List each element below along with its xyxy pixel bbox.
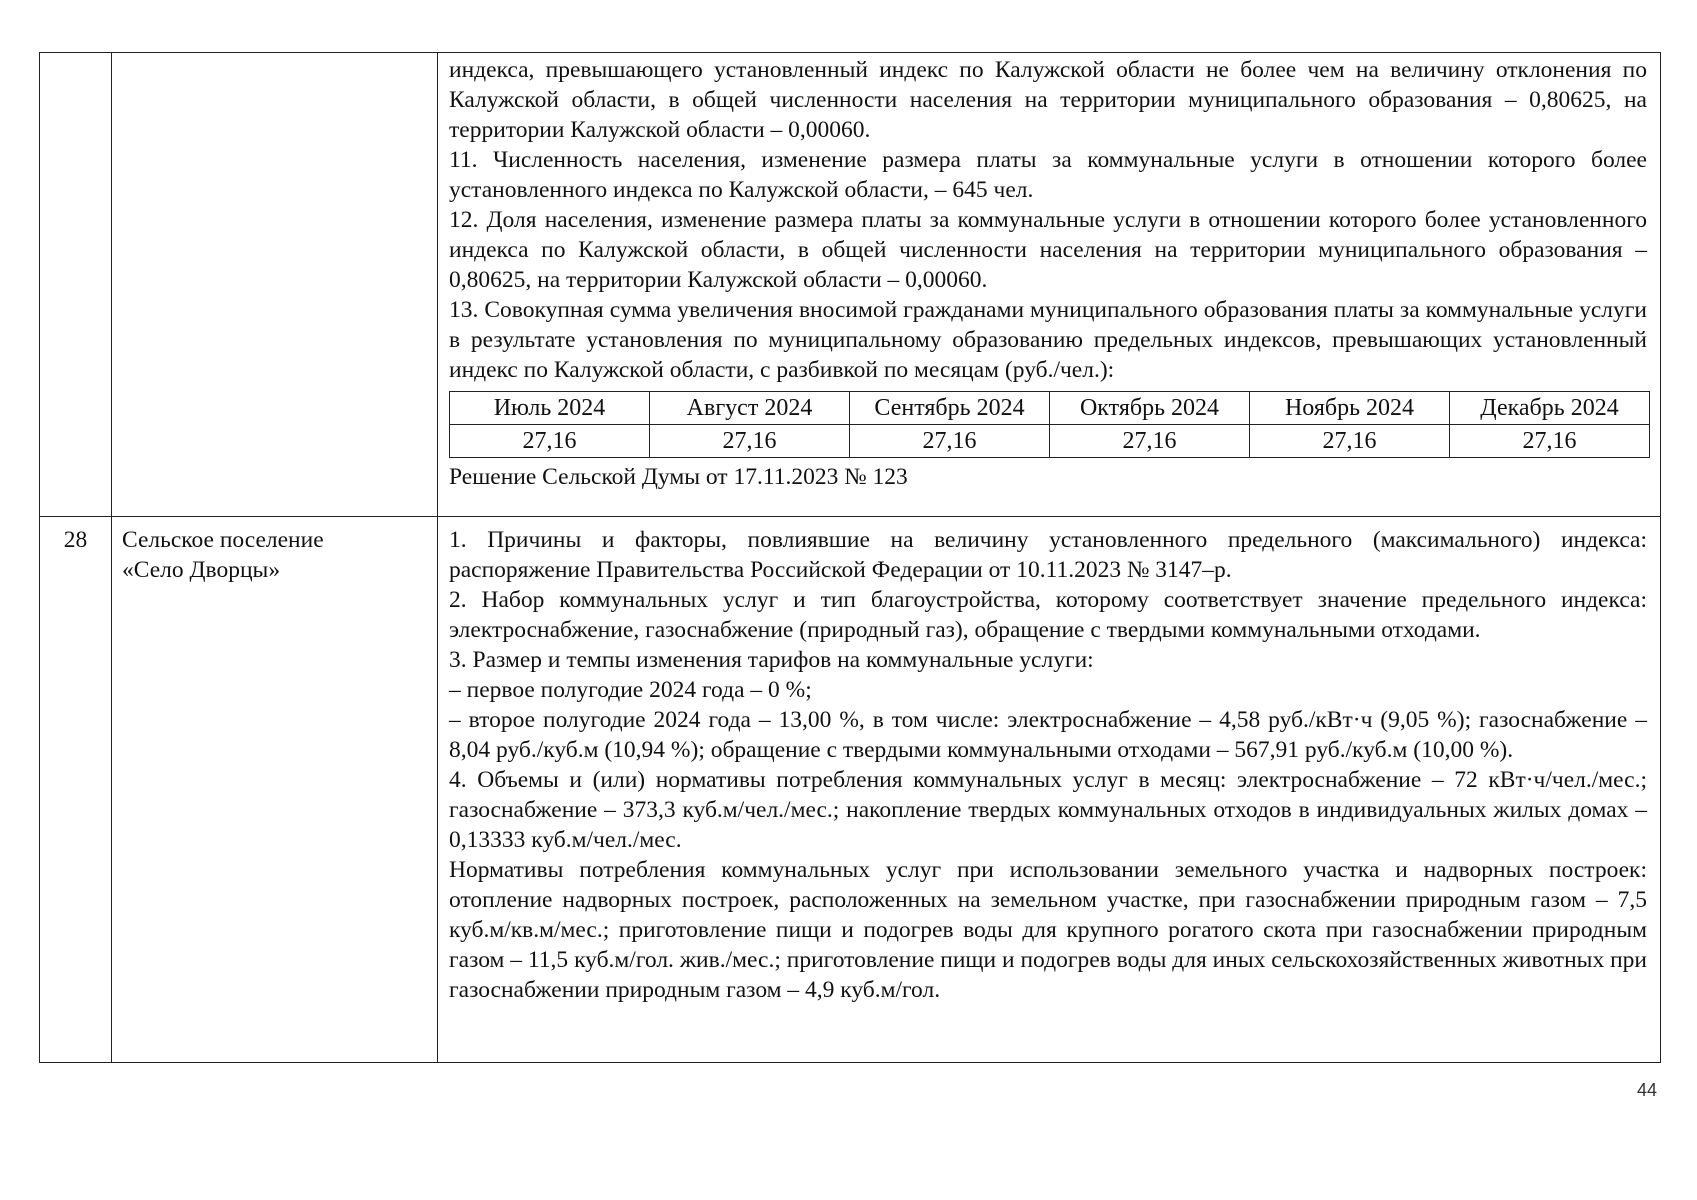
month-header: Декабрь 2024 bbox=[1450, 392, 1650, 425]
month-header: Июль 2024 bbox=[450, 392, 650, 425]
paragraph: Нормативы потребления коммунальных услуг при использовании земельного участка и надворных построек: отопление надворных построек, расположенных на земельном участке, при газоснабжении природным газом – 7,5 куб.м/кв.м/мес.; приготовление пищи и подогрев воды для крупного рогатого скота при газоснабжении природным газом – 11,5 куб.м/гол. жив./мес.; приготовление пищи и подогрев воды для иных сельскохозяйственных животных при газоснабжении природным газом – 4,9 куб.м/гол. bbox=[449, 857, 1647, 1003]
municipality-name bbox=[122, 525, 427, 585]
paragraph: 3. Размер и темпы изменения тарифов на коммунальные услуги: bbox=[449, 647, 1094, 673]
paragraph: индекса, превышающего установленный индекс по Калужской области не более чем на величину отклонения по Калужской области, в общей численности населения на территории муниципального образования – 0,80625, на территории Калужской области – 0,00060. bbox=[449, 57, 1647, 143]
month-value: 27,16 bbox=[650, 425, 850, 458]
month-header: Ноябрь 2024 bbox=[1250, 392, 1450, 425]
paragraph: – второе полугодие 2024 года – 13,00 %, в том числе: электроснабжение – 4,58 руб./кВт·ч (9,05 %); газоснабжение – 8,04 руб./куб.м (10,94 %); обращение с твердыми коммунальными отходами – 567,91 руб./куб.м (10,00 %). bbox=[449, 707, 1647, 763]
paragraph: 11. Численность населения, изменение размера платы за коммунальные услуги в отношении которого более установленного индекса по Калужской области, – 645 чел. bbox=[449, 147, 1647, 203]
column-divider bbox=[111, 53, 112, 1062]
paragraph: 4. Объемы и (или) нормативы потребления коммунальных услуг в месяц: электроснабжение – 72 кВт·ч/чел./мес.; газоснабжение – 373,3 куб.м/чел./мес.; накопление твердых коммунальных отходов в индивидуальных жилых домах – 0,13333 куб.м/чел./мес. bbox=[449, 767, 1647, 853]
municipality-name-line: Сельское поселение bbox=[122, 527, 324, 553]
decision-reference: Решение Сельской Думы от 17.11.2023 № 123 bbox=[449, 464, 908, 490]
row-number: 28 bbox=[63, 527, 88, 553]
months-value-row bbox=[450, 425, 1650, 458]
column-divider bbox=[437, 53, 438, 1062]
months-table bbox=[449, 391, 1650, 458]
month-value: 27,16 bbox=[450, 425, 650, 458]
paragraph: 13. Совокупная сумма увеличения вносимой гражданами муниципального образования платы за коммунальные услуги в результате установления по муниципальному образованию предельных индексов, превышающих установленный индекс по Калужской области, с разбивкой по месяцам (руб./чел.): bbox=[449, 297, 1647, 383]
paragraph: 1. Причины и факторы, повлиявшие на величину установленного предельного (максимального) индекса: распоряжение Правительства Российской Федерации от 10.11.2023 № 3147–р. bbox=[449, 527, 1647, 583]
municipality-name-line: «Село Дворцы» bbox=[122, 557, 281, 583]
row-content bbox=[449, 525, 1647, 1005]
month-value: 27,16 bbox=[850, 425, 1050, 458]
page-number: 44 bbox=[1636, 1080, 1657, 1100]
month-header: Октябрь 2024 bbox=[1050, 392, 1250, 425]
month-header: Август 2024 bbox=[650, 392, 850, 425]
month-value: 27,16 bbox=[1450, 425, 1650, 458]
paragraph: – первое полугодие 2024 года – 0 %; bbox=[449, 677, 812, 703]
months-header-row bbox=[450, 392, 1650, 425]
month-value: 27,16 bbox=[1250, 425, 1450, 458]
month-value: 27,16 bbox=[1050, 425, 1250, 458]
paragraph: 2. Набор коммунальных услуг и тип благоустройства, которому соответствует значение предельного индекса: электроснабжение, газоснабжение (природный газ), обращение с твердыми коммунальными отходами. bbox=[449, 587, 1647, 643]
row-continuation-content bbox=[449, 55, 1647, 492]
paragraph: 12. Доля населения, изменение размера платы за коммунальные услуги в отношении которого более установленного индекса по Калужской области, в общей численности населения на территории муниципального образования – 0,80625, на территории Калужской области – 0,00060. bbox=[449, 207, 1647, 293]
document-table bbox=[39, 52, 1661, 1063]
row-divider bbox=[40, 516, 1660, 517]
month-header: Сентябрь 2024 bbox=[850, 392, 1050, 425]
